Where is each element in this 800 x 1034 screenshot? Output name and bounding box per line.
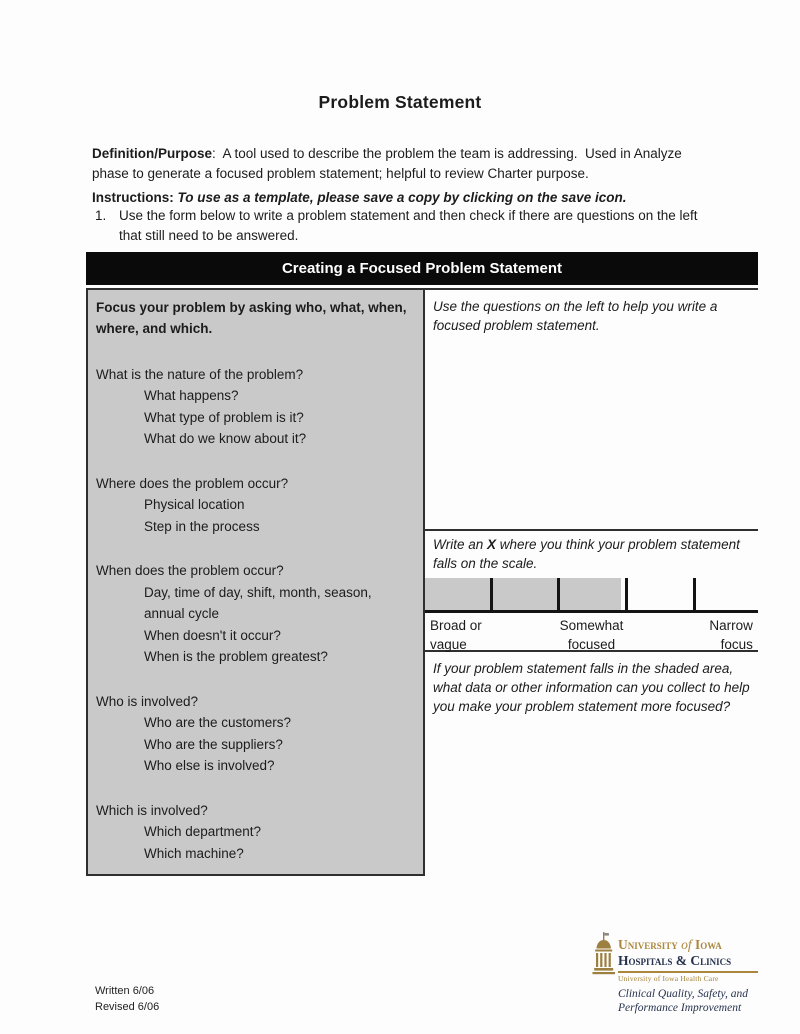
step-text: Use the form below to write a problem statement and then check if there are questions on the left that still need to be answered. — [119, 208, 698, 244]
instructions-paragraph — [92, 190, 732, 205]
sub-question: When is the problem greatest? — [144, 649, 328, 665]
question: Who is involved? — [96, 693, 199, 709]
sub-question: Which machine? — [144, 845, 244, 861]
question: What is the nature of the problem? — [96, 366, 304, 382]
scale-tick — [557, 578, 560, 613]
scale-label-somewhat: Somewhat focused — [559, 618, 624, 652]
logo-rule — [618, 971, 758, 973]
sub-question: What do we know about it? — [144, 431, 307, 447]
questions-panel — [86, 288, 425, 876]
sub-question: Who are the customers? — [144, 715, 292, 731]
sub-question: Who else is involved? — [144, 758, 275, 774]
scale-label-narrow: Narrow focus — [709, 618, 753, 652]
question: Which is involved? — [96, 802, 208, 818]
sub-question: Which department? — [144, 824, 262, 840]
table-header: Creating a Focused Problem Statement — [86, 252, 758, 285]
question-group — [96, 364, 415, 450]
revision-footer — [95, 984, 159, 1016]
scale-label-broad: Broad or vague — [430, 618, 482, 652]
focus-scale[interactable] — [425, 578, 758, 613]
scale-instruction: Write an X where you think your problem statement falls on the scale. — [433, 537, 740, 572]
question-group — [96, 691, 415, 777]
revised-date: Revised 6/06 — [95, 1000, 160, 1013]
scale-baseline — [425, 610, 758, 613]
definition-text: : A tool used to describe the problem the team is addressing. Used in Analyze phase to generate a focused problem statement; helpful to review Charter purpose. — [92, 145, 682, 181]
sub-question: Who are the suppliers? — [144, 736, 283, 752]
logo-line-hospitals: Hospitals & Clinics — [618, 952, 732, 968]
scale-labels — [425, 613, 758, 653]
step-item — [95, 206, 720, 247]
sub-question: Day, time of day, shift, month, season, annual cycle — [144, 584, 372, 622]
problem-statement-table — [86, 252, 758, 876]
instructions-text: To use as a template, please save a copy by clicking on the save icon. — [177, 189, 627, 205]
definition-label: Definition/Purpose — [92, 145, 213, 161]
sub-question: Physical location — [144, 497, 245, 513]
scale-tick — [625, 578, 628, 613]
uihc-logo — [592, 938, 762, 1016]
question: When does the problem occur? — [96, 563, 284, 579]
sub-question: Step in the process — [144, 518, 260, 534]
data-collection-area[interactable] — [425, 652, 758, 876]
old-capitol-icon — [592, 932, 616, 978]
sub-question: When doesn't it occur? — [144, 627, 281, 643]
question-group — [96, 560, 415, 668]
question: Where does the problem occur? — [96, 475, 289, 491]
logo-line-university: University of Iowa — [618, 937, 722, 952]
page-title: Problem Statement — [318, 92, 482, 112]
worksheet-panel — [425, 288, 758, 876]
question-group — [96, 473, 415, 538]
questions-intro: Focus your problem by asking who, what, when, where, and which. — [96, 300, 407, 336]
instructions-label: Instructions: — [92, 189, 178, 205]
sub-question: What type of problem is it? — [144, 409, 304, 425]
step-number: 1. — [95, 208, 107, 223]
statement-write-area[interactable] — [425, 290, 758, 531]
x-mark: X — [487, 537, 497, 552]
scale-shaded-region — [425, 578, 621, 610]
statement-instruction: Use the questions on the left to help you write a focused problem statement. — [433, 299, 718, 334]
scale-section — [425, 531, 758, 652]
question-group — [96, 800, 415, 865]
scale-tick — [490, 578, 493, 613]
scale-tick — [693, 578, 696, 613]
logo-line-healthcare: University of Iowa Health Care — [618, 974, 719, 984]
question-groups — [96, 364, 415, 865]
table-body — [86, 288, 758, 876]
written-date: Written 6/06 — [95, 985, 155, 997]
sub-question: What happens? — [144, 388, 239, 404]
data-collection-instruction: If your problem statement falls in the shaded area, what data or other information can you collect to help you make your problem statement more focused? — [433, 661, 750, 715]
definition-paragraph — [92, 144, 714, 185]
logo-line-department: Clinical Quality, Safety, and Performance Improvement — [618, 988, 749, 1015]
